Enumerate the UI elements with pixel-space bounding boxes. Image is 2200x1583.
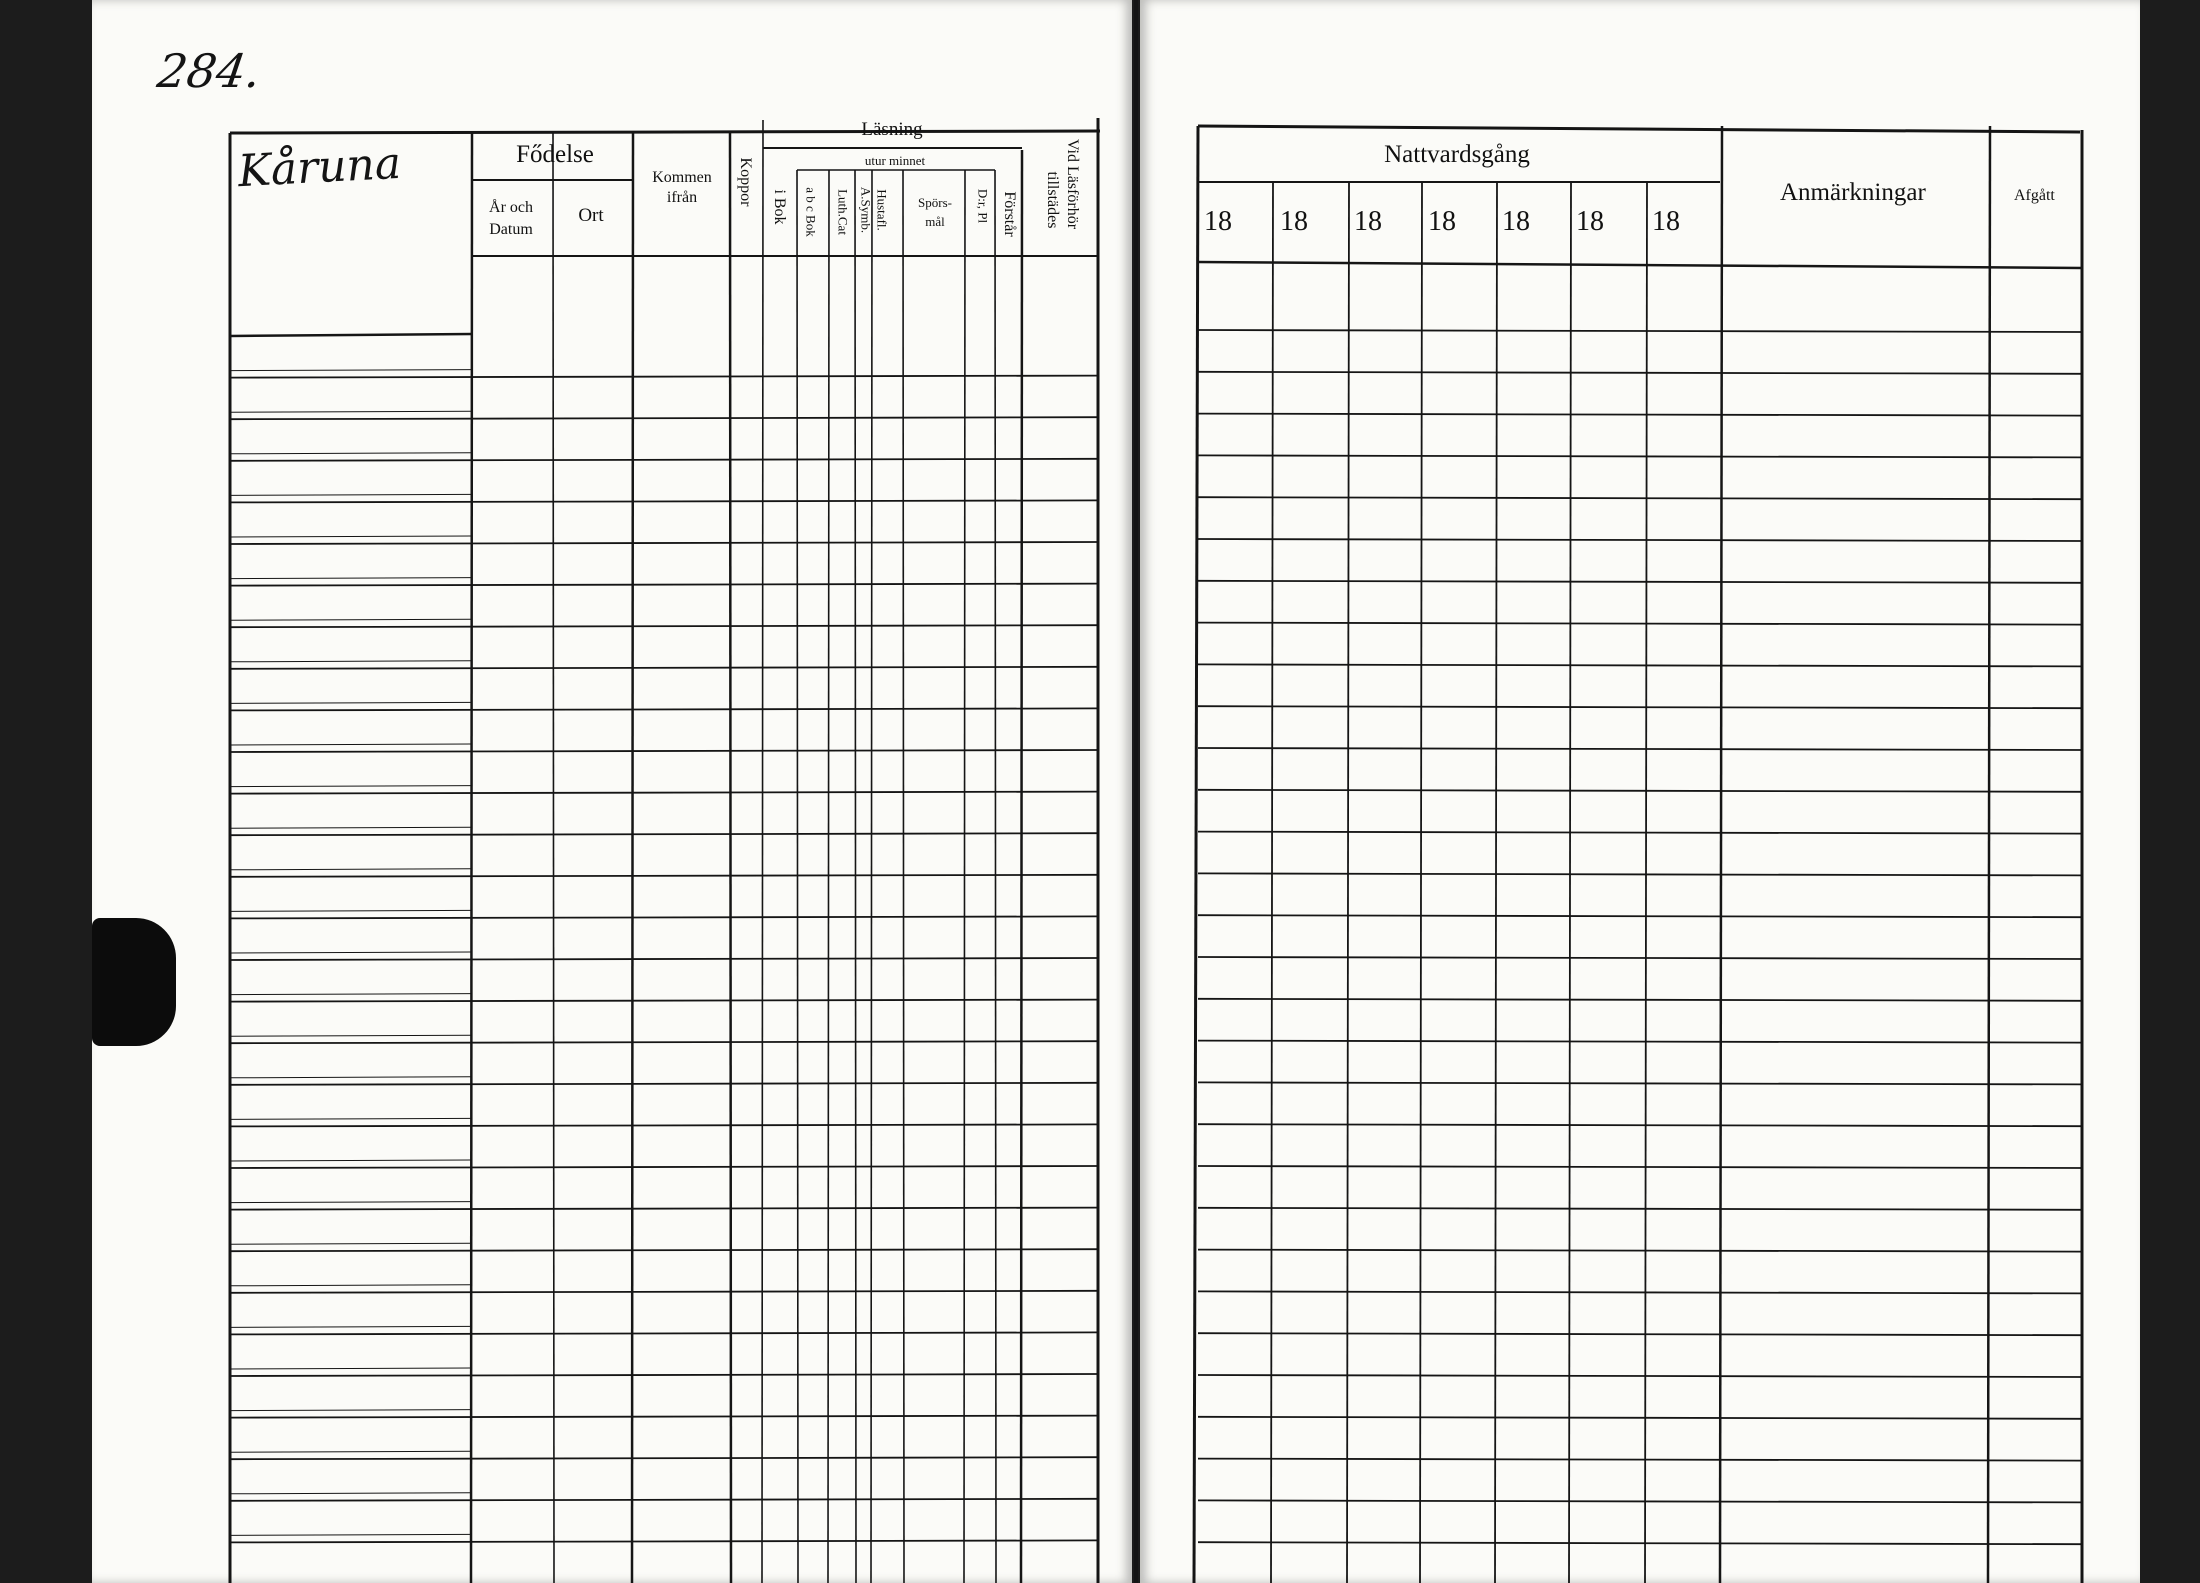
right-row-rule xyxy=(1198,372,2082,374)
left-row-rule xyxy=(230,500,1098,502)
right-row-rule xyxy=(1198,1250,2082,1252)
header-luth-cat: Luth.Cat xyxy=(835,189,851,235)
left-row-rule xyxy=(230,750,1098,752)
left-row-subrule xyxy=(230,910,472,911)
year-prefix-6: 18 xyxy=(1576,206,1604,237)
right-row-rule xyxy=(1198,1291,2082,1293)
right-row-rule xyxy=(1198,915,2082,917)
left-column-rule xyxy=(1021,150,1022,1583)
header-vid-lasforhor: Vid Läsförhör xyxy=(1064,138,1081,230)
right-row-rule xyxy=(1198,790,2082,792)
header-fodelse: Fődelse xyxy=(516,141,594,168)
right-column-rule xyxy=(1495,182,1497,1583)
right-row-rule xyxy=(1198,1542,2082,1544)
right-row-rule xyxy=(1198,1500,2082,1502)
village-name: Kåruna xyxy=(236,137,403,198)
header-sporsmal: Spörs- xyxy=(918,195,952,210)
left-column-rule xyxy=(964,170,965,1583)
header-tillstades: tillstädes xyxy=(1044,171,1061,229)
right-row-rule xyxy=(1198,1041,2082,1043)
right-row-rule xyxy=(1198,999,2082,1001)
left-column-rule xyxy=(828,170,829,1583)
right-column-rule xyxy=(1569,182,1571,1583)
right-row-rule xyxy=(1198,1082,2082,1084)
header-forstar: Förstår xyxy=(1001,191,1018,237)
header-anmarkningar: Anmärkningar xyxy=(1780,179,1926,206)
year-prefix-3: 18 xyxy=(1354,206,1382,237)
right-outer-rule xyxy=(1194,126,1198,1583)
left-column-rule xyxy=(903,170,904,1583)
left-row-rule xyxy=(230,376,1098,378)
left-row-subrule xyxy=(230,1118,472,1119)
left-row-rule xyxy=(230,1208,1098,1210)
right-row-rule xyxy=(1198,1124,2082,1126)
left-row-subrule xyxy=(230,1368,472,1369)
right-row-rule xyxy=(1198,748,2082,750)
header-ort: Ort xyxy=(578,205,604,226)
right-row-rule xyxy=(1198,1459,2082,1461)
header-a-symb: A.Symb. xyxy=(858,186,874,234)
left-row-subrule xyxy=(230,1451,472,1452)
right-row-rule xyxy=(1198,873,2082,875)
left-row-rule xyxy=(230,1499,1098,1501)
header-utur-minnet: utur minnet xyxy=(864,153,926,168)
left-row-rule xyxy=(230,1332,1098,1334)
left-row-rule xyxy=(230,1457,1098,1459)
left-column-rule xyxy=(471,133,472,1583)
right-column-rule xyxy=(1988,126,1990,1583)
left-row-subrule xyxy=(230,619,472,620)
left-row-rule xyxy=(230,708,1098,710)
header-abc-bok: a b c Bok xyxy=(803,187,819,237)
right-row-rule xyxy=(1198,1208,2082,1210)
left-row-rule xyxy=(230,833,1098,835)
left-row-rule xyxy=(230,1000,1098,1002)
left-row-subrule xyxy=(230,1285,472,1286)
left-top-rule xyxy=(230,131,1100,133)
left-row-subrule xyxy=(230,1202,472,1203)
folio-number: 284. xyxy=(154,44,265,98)
left-column-rule xyxy=(553,133,554,1583)
header-kommen: Kommen xyxy=(652,169,712,186)
right-row-rule xyxy=(1198,1333,2082,1335)
header-lasning: Läsning xyxy=(861,119,923,140)
right-column-rule xyxy=(1347,182,1349,1583)
left-row-rule xyxy=(230,1124,1098,1126)
left-row-subrule xyxy=(230,411,472,412)
header-datum: Datum xyxy=(489,221,533,238)
left-column-rule xyxy=(871,170,872,1583)
year-prefix-4: 18 xyxy=(1428,206,1456,237)
left-column-rule xyxy=(730,133,731,1583)
left-row-rule xyxy=(230,1291,1098,1293)
left-column-rule xyxy=(797,170,798,1583)
left-row-subrule xyxy=(230,1410,472,1411)
left-row-subrule xyxy=(230,536,472,537)
right-column-rule xyxy=(1271,182,1273,1583)
left-row-subrule xyxy=(230,952,472,953)
left-row-rule xyxy=(230,1041,1098,1043)
left-row-subrule xyxy=(230,661,472,662)
left-row-subrule xyxy=(230,1035,472,1036)
left-row-subrule xyxy=(230,869,472,870)
right-row-rule xyxy=(1198,414,2082,416)
right-row-rule xyxy=(1198,706,2082,708)
left-row-subrule xyxy=(230,1160,472,1161)
header-dr-pl: D:r, Pl xyxy=(975,188,991,224)
right-row-rule xyxy=(1198,1375,2082,1377)
header-ar-och: År och xyxy=(489,199,533,216)
header-mal: mål xyxy=(925,214,945,229)
left-row-subrule xyxy=(230,1077,472,1078)
left-row-subrule xyxy=(230,827,472,828)
left-row-rule xyxy=(230,1416,1098,1418)
right-row-rule xyxy=(1198,581,2082,583)
left-row-rule xyxy=(230,542,1098,544)
left-row-rule xyxy=(230,1540,1098,1542)
left-row-rule xyxy=(230,584,1098,586)
header-nattvardsgang: Nattvardsgång xyxy=(1384,141,1530,168)
header-i-bok: i Bok xyxy=(771,189,788,225)
year-prefix-2: 18 xyxy=(1280,206,1308,237)
left-row-subrule xyxy=(230,702,472,703)
right-row-rule xyxy=(1198,664,2082,666)
right-column-rule xyxy=(1645,182,1647,1583)
right-row-rule xyxy=(1198,1417,2082,1419)
left-row-rule xyxy=(230,875,1098,877)
right-row-rule xyxy=(1198,330,2082,332)
left-row-rule xyxy=(230,792,1098,794)
left-row-rule xyxy=(230,1249,1098,1251)
left-row-rule xyxy=(230,958,1098,960)
left-row-subrule xyxy=(230,453,472,454)
left-row-subrule xyxy=(230,994,472,995)
year-prefix-7: 18 xyxy=(1652,206,1680,237)
left-row-rule xyxy=(230,1374,1098,1376)
left-row-rule xyxy=(230,625,1098,627)
left-row-rule xyxy=(230,1166,1098,1168)
left-nameblock-rule xyxy=(230,334,472,336)
left-row-subrule xyxy=(230,744,472,745)
year-prefix-5: 18 xyxy=(1502,206,1530,237)
header-afgatt: Afgått xyxy=(2014,187,2055,204)
left-row-rule xyxy=(230,417,1098,419)
left-row-rule xyxy=(230,667,1098,669)
left-row-subrule xyxy=(230,1243,472,1244)
right-column-rule xyxy=(1420,182,1422,1583)
left-row-subrule xyxy=(230,578,472,579)
right-row-rule xyxy=(1198,957,2082,959)
left-column-rule xyxy=(762,120,763,1583)
right-column-rule xyxy=(1720,126,1722,1583)
right-top-rule xyxy=(1198,126,2080,132)
left-row-subrule xyxy=(230,1493,472,1494)
year-prefix-1: 18 xyxy=(1204,206,1232,237)
right-row-rule xyxy=(1198,497,2082,499)
left-row-rule xyxy=(230,459,1098,461)
header-hustafl: Hustafl. xyxy=(874,189,890,231)
left-row-subrule xyxy=(230,1326,472,1327)
right-header-rule xyxy=(1198,262,2082,268)
left-column-rule xyxy=(995,170,996,1583)
left-row-subrule xyxy=(230,786,472,787)
left-row-subrule xyxy=(230,1534,472,1535)
left-column-rule xyxy=(632,133,633,1583)
left-row-rule xyxy=(230,1083,1098,1085)
right-row-rule xyxy=(1198,1166,2082,1168)
right-row-rule xyxy=(1198,623,2082,625)
header-koppor: Koppor xyxy=(737,157,754,207)
left-column-rule xyxy=(855,170,856,1583)
left-row-subrule xyxy=(230,494,472,495)
left-row-rule xyxy=(230,916,1098,918)
header-ifran: ifrån xyxy=(666,189,698,206)
right-row-rule xyxy=(1198,455,2082,457)
right-row-rule xyxy=(1198,832,2082,834)
right-row-rule xyxy=(1198,539,2082,541)
left-row-subrule xyxy=(230,370,472,371)
